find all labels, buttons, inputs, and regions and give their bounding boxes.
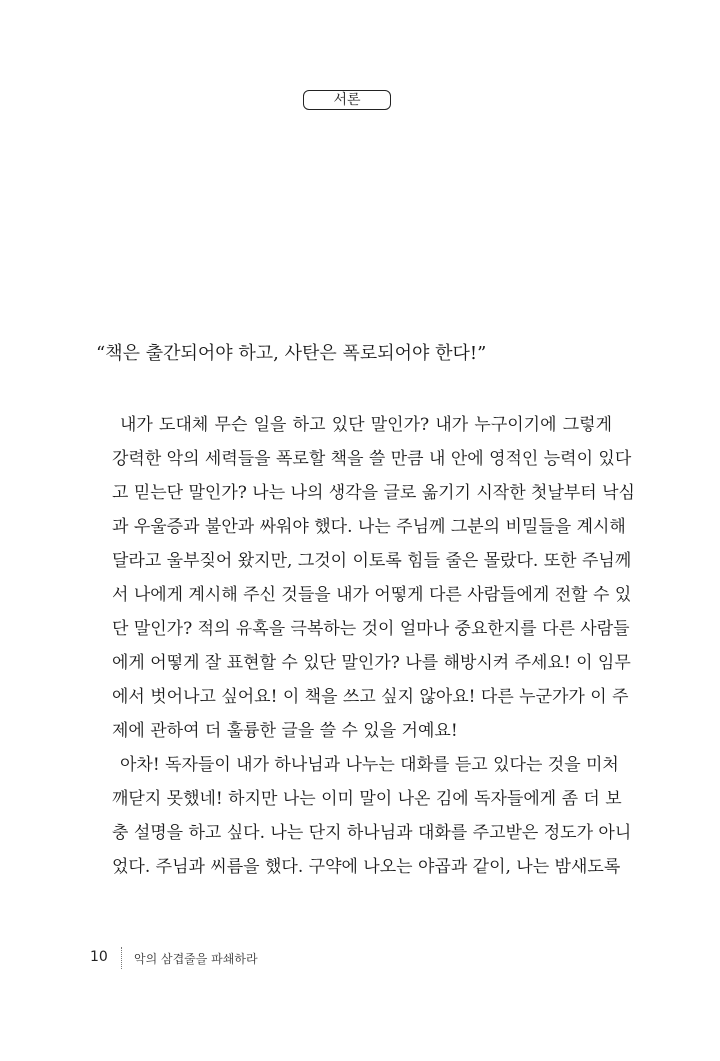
body-line: 서 나에게 계시해 주신 것들을 내가 어떻게 다른 사람들에게 전할 수 있 — [112, 585, 632, 605]
body-line: 아차! 독자들이 내가 하나님과 나누는 대화를 듣고 있다는 것을 미처 — [120, 755, 619, 775]
body-line: 에게 어떻게 잘 표현할 수 있단 말인가? 나를 해방시켜 주세요! 이 임무 — [112, 653, 631, 673]
body-line: 단 말인가? 적의 유혹을 극복하는 것이 얼마나 중요한지를 다른 사람들 — [112, 619, 630, 639]
epigraph-quote: “책은 출간되어야 하고, 사탄은 폭로되어야 한다!” — [96, 343, 487, 364]
body-line: 제에 관하여 더 훌륭한 글을 쓸 수 있을 거예요! — [112, 721, 458, 741]
body-line: 내가 도대체 무슨 일을 하고 있단 말인가? 내가 누구이기에 그렇게 — [120, 415, 612, 435]
page-footer — [0, 945, 720, 975]
body-line: 달라고 울부짖어 왔지만, 그것이 이토록 힘들 줄은 몰랐다. 또한 주님께 — [112, 551, 632, 571]
body-line: 에서 벗어나고 싶어요! 이 책을 쓰고 싶지 않아요! 다른 누군가가 이 주 — [112, 687, 629, 707]
chapter-label: 서론 — [303, 90, 391, 110]
running-title: 악의 삼겹줄을 파쇄하라 — [134, 952, 258, 966]
body-line: 깨닫지 못했네! 하지만 나는 이미 말이 나온 김에 독자들에게 좀 더 보 — [112, 789, 622, 809]
body-line: 과 우울증과 불안과 싸워야 했다. 나는 주님께 그분의 비밀들을 계시해 — [112, 517, 626, 537]
body-line: 충 설명을 하고 싶다. 나는 단지 하나님과 대화를 주고받은 정도가 아니 — [112, 823, 632, 843]
body-line: 강력한 악의 세력들을 폭로할 책을 쓸 만큼 내 안에 영적인 능력이 있다 — [112, 449, 632, 469]
footer-divider — [121, 947, 122, 969]
body-line: 고 믿는단 말인가? 나는 나의 생각을 글로 옮기기 시작한 첫날부터 낙심 — [112, 483, 635, 503]
body-line: 었다. 주님과 씨름을 했다. 구약에 나오는 야곱과 같이, 나는 밤새도록 — [112, 857, 621, 877]
page-number: 10 — [90, 949, 108, 965]
body-text — [112, 408, 635, 884]
